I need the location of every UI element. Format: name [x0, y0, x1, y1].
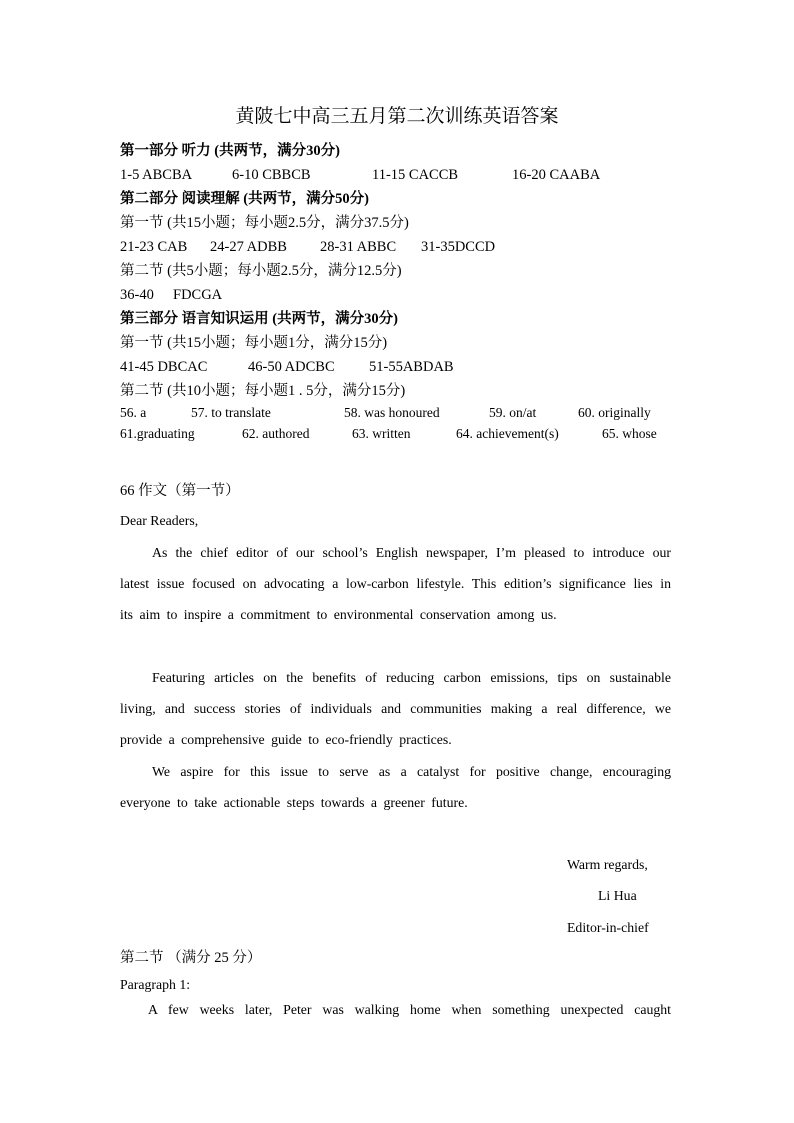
- essay-paragraph-1: As the chief editor of our school’s English newspaper, I’m pleased to introduce our latest issue focused on advocating a low-carbon lifestyle. This edition’s significance lies in its aim to inspire a commitment to environmental conservation among us.: [120, 545, 671, 623]
- answer-item: 57. to translate: [191, 405, 271, 420]
- part3-section2-row2: [120, 424, 720, 444]
- part2-section2-answers: [120, 285, 720, 305]
- answer-item: 65. whose: [602, 426, 657, 441]
- part2-section2-heading: 第二节 (共5小题；每小题2.5分，满分12.5分): [120, 263, 402, 279]
- page-title: 黄陂七中高三五月第二次训练英语答案: [235, 106, 559, 127]
- part3-section1-answers: [120, 357, 720, 377]
- part1-heading: 第一部分 听力 (共两节，满分30分): [120, 143, 340, 159]
- answer-item: 62. authored: [242, 426, 310, 441]
- essay-closing: Warm regards,: [567, 857, 648, 872]
- paragraph-label: Paragraph 1:: [120, 977, 191, 992]
- answer-group: 41-45 DBCAC: [120, 359, 208, 375]
- part2-section1-answers: [120, 237, 720, 257]
- answer-item: 60. originally: [578, 405, 651, 420]
- part3-section2-row1: [120, 403, 720, 423]
- answer-group: 46-50 ADCBC: [248, 359, 335, 375]
- part3-section2-heading: 第二节 (共10小题；每小题1 . 5分，满分15分): [120, 383, 406, 399]
- answer-item: 63. written: [352, 426, 411, 441]
- part3-heading: 第三部分 语言知识运用 (共两节，满分30分): [120, 311, 398, 327]
- continuation-paragraph-start: A few weeks later, Peter was walking home when something unexpected caught: [148, 1002, 671, 1017]
- part2-heading: 第二部分 阅读理解 (共两节，满分50分): [120, 191, 369, 207]
- answer-group: FDCGA: [173, 287, 223, 303]
- answer-item: 56. a: [120, 405, 147, 420]
- part3-section1-heading: 第一节 (共15小题；每小题1分，满分15分): [120, 335, 388, 351]
- answer-item: 58. was honoured: [344, 405, 440, 420]
- answer-group: 16-20 CAABA: [512, 167, 601, 183]
- essay-heading: 66 作文（第一节）: [120, 483, 240, 499]
- part2-section1-heading: 第一节 (共15小题；每小题2.5分，满分37.5分): [120, 215, 409, 231]
- answer-group: 28-31 ABBC: [320, 239, 397, 255]
- essay-signature-name: Li Hua: [598, 888, 637, 903]
- answer-item: 59. on/at: [489, 405, 537, 420]
- answer-group: 21-23 CAB: [120, 239, 188, 255]
- answer-group: 1-5 ABCBA: [120, 167, 193, 183]
- part1-answers: [120, 165, 720, 185]
- answer-group: 24-27 ADBB: [210, 239, 287, 255]
- essay-paragraph-2: Featuring articles on the benefits of reducing carbon emissions, tips on sustainable living, and success stories of individuals and communities making a real difference, we provide a comprehensive guide to eco-friendly practices.: [120, 670, 671, 748]
- section2-heading: 第二节 （满分 25 分）: [120, 950, 262, 966]
- answer-group: 31-35DCCD: [421, 239, 496, 255]
- essay-greeting: Dear Readers,: [120, 513, 199, 528]
- answer-range: 36-40: [120, 287, 154, 303]
- essay-paragraph-3: We aspire for this issue to serve as a catalyst for positive change, encouraging everyone to take actionable steps towards a greener future.: [120, 764, 671, 811]
- answer-group: 6-10 CBBCB: [232, 167, 311, 183]
- essay-signature-role: Editor-in-chief: [567, 920, 649, 935]
- answer-item: 61.graduating: [120, 426, 195, 441]
- answer-group: 51-55ABDAB: [369, 359, 454, 375]
- answer-group: 11-15 CACCB: [372, 167, 459, 183]
- answer-item: 64. achievement(s): [456, 426, 559, 441]
